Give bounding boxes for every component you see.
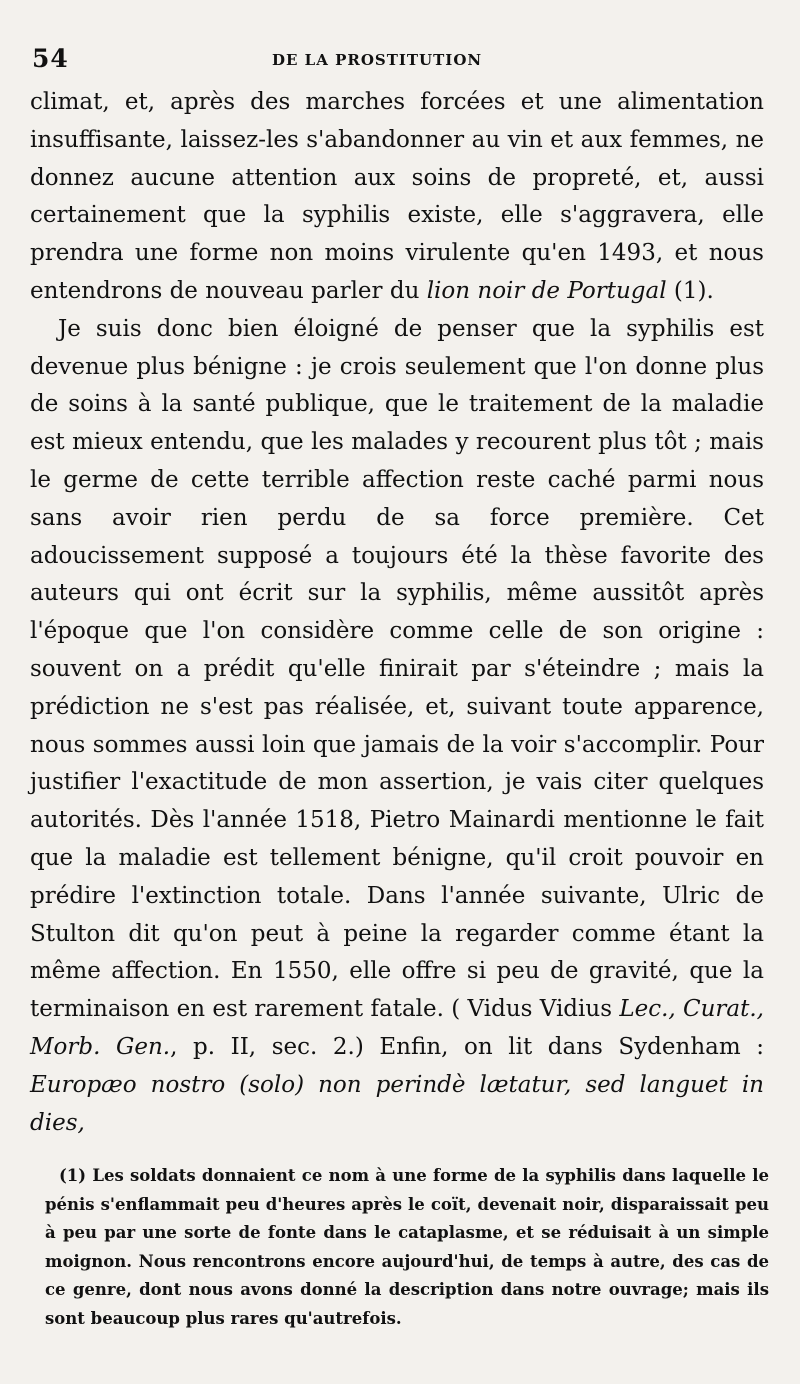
paragraph-2 — [30, 311, 764, 1143]
paragraph-1-text-b: (1). — [666, 277, 714, 304]
page-number: 54 — [32, 44, 69, 73]
paragraph-2-italic-quote: Europæo nostro (solo) non perindè lætatur, sed languet in dies, — [30, 1071, 764, 1136]
body-text — [30, 84, 764, 1142]
paragraph-2-text-b: , p. II, sec. 2.) Enfin, on lit dans Sydenham : — [170, 1033, 764, 1060]
running-head: DE LA PROSTITUTION — [272, 51, 483, 69]
page-header — [30, 42, 770, 76]
paragraph-2-text-a: Je suis donc bien éloigné de penser que la syphilis est devenue plus bénigne : je crois seulement que l'on donne plus de soins à la santé publique, que le traitement de la maladie est mieux entendu, que les malades y recourent plus tôt ; mais le germe de cette terrible affection reste caché parmi nous sans avoir rien perdu de sa force première. Cet adoucissement supposé a toujours été la thèse favorite des auteurs qui ont écrit sur la syphilis, même aussitôt après l'époque que l'on considère comme celle de son origine : souvent on a prédit qu'elle finirait par s'éteindre ; mais la prédiction ne s'est pas réalisée, et, suivant toute apparence, nous sommes aussi loin que jamais de la voir s'accomplir. Pour justifier l'exactitude de mon assertion, je vais citer quelques autorités. Dès l'année 1518, Pietro Mainardi mentionne le fait que la maladie est tellement bénigne, qu'il croit pouvoir en prédire l'extinction totale. Dans l'année suivante, Ulric de Stulton dit qu'on peut à peine la regarder comme étant la même affection. En 1550, elle offre si peu de gravité, que la terminaison en est rarement fatale. ( Vidus Vidius — [30, 315, 764, 1023]
paragraph-1 — [30, 84, 764, 311]
paragraph-1-text-a: climat, et, après des marches forcées et une alimentation insuffisante, laissez-les s'abandonner au vin et aux femmes, ne donnez aucune attention aux soins de propreté, et, aussi certainement que la syphilis existe, elle s'aggravera, elle prendra une forme non moins virulente qu'en 1493, et nous entendrons de nouveau parler du — [30, 89, 764, 304]
footnote — [45, 1162, 769, 1334]
footnote-text: (1) Les soldats donnaient ce nom à une forme de la syphilis dans laquelle le pénis s'enflammait peu d'heures après le coït, devenait noir, disparaissait peu à peu par une sorte de fonte dans le cataplasme, et se réduisait à un simple moignon. Nous rencontrons encore aujourd'hui, de temps à autre, des cas de ce genre, dont nous avons donné la description dans notre ouvrage; mais ils sont beaucoup plus rares qu'autrefois. — [45, 1166, 769, 1328]
paragraph-2-italic-citation: Lec., Curat., Morb. Gen. — [30, 996, 764, 1060]
paragraph-1-italic: lion noir de Portugal — [426, 277, 667, 304]
